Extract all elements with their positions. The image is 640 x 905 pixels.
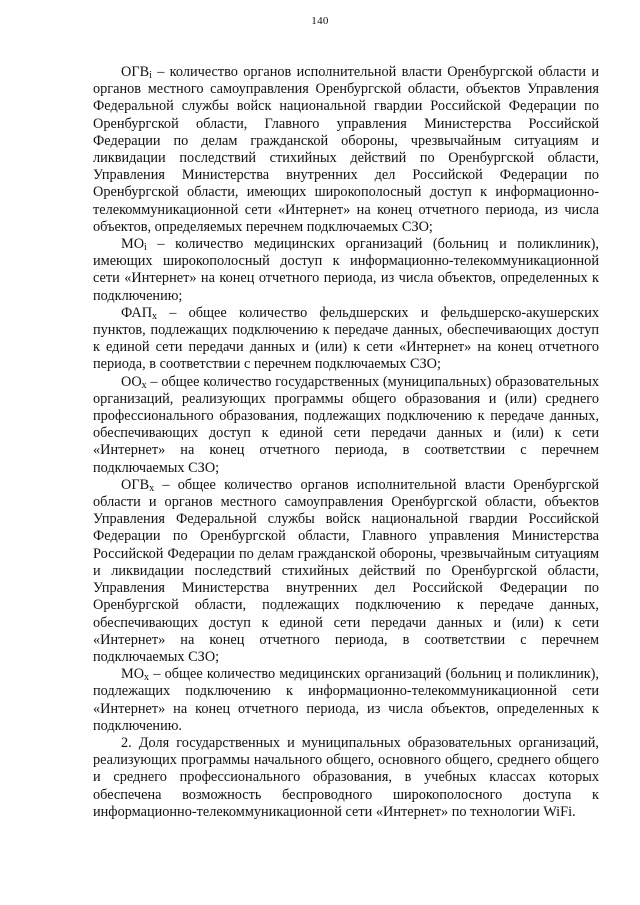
symbol: ОГВ bbox=[121, 64, 150, 80]
paragraph-ogv-x bbox=[93, 477, 599, 666]
symbol-subscript: x bbox=[149, 482, 155, 494]
symbol: МО bbox=[121, 666, 145, 683]
symbol: МО bbox=[121, 236, 145, 253]
definition-text: – общее количество медицинских организаций (больниц и поликлиник), подлежащих подключению к информационно-телекоммуникационной сети «Интернет» на конец отчетного периода, из числа объектов, определенных к подключению. bbox=[93, 666, 599, 734]
paragraph-oo-x bbox=[93, 374, 599, 477]
symbol-subscript: x bbox=[144, 672, 150, 684]
symbol: ОО bbox=[121, 373, 142, 390]
page-number: 140 bbox=[311, 15, 329, 27]
definition-text: – количество медицинских организаций (больниц и поликлиник), имеющих широкополосный доступ к информационно-телекоммуникационной сети «Интернет» на конец отчетного периода, из числа объектов, определенных к подключению; bbox=[93, 236, 599, 304]
symbol-subscript: x bbox=[152, 310, 158, 322]
definition-text: – общее количество органов исполнительной власти Оренбургской области и органов местного самоуправления Оренбургской области, объектов Управления Федеральной службы войск национальной гвардии Российской Федерации по Оренбургской области, Главного управления Министерства Российской Федерации по делам гражданской обороны, чрезвычайным ситуациям и ликвидации последствий стихийных действий по Оренбургской области, Управления Министерства внутренних дел Российской Федерации по Оренбургской области, подлежащих подключению к передаче данных, обеспечивающих доступ к единой сети передачи данных и (или) к сети «Интернет» на конец отчетного периода, в соответствии с перечнем подключаемых СЗО; bbox=[93, 476, 599, 665]
paragraph-mo-i bbox=[93, 236, 599, 305]
paragraph-ogv-i bbox=[93, 64, 599, 236]
symbol-subscript: i bbox=[144, 242, 147, 254]
definition-text: – количество органов исполнительной власти Оренбургской области и органов местного самоуправления Оренбургской области, объектов Управления Федеральной службы войск национальной гвардии Российской Федерации по Оренбургской области, Главного управления Министерства Российской Федерации по делам гражданской обороны, чрезвычайным ситуациям и ликвидации последствий стихийных действий по Оренбургской области, Управления Министерства внутренних дел Российской Федерации по Оренбургской области, имеющих широкополосный доступ к информационно-телекоммуникационной сети «Интернет» на конец отчетного периода, из числа объектов, определяемых перечнем подключаемых СЗО; bbox=[93, 64, 599, 235]
item-text: 2. Доля государственных и муниципальных образовательных организаций, реализующих программы начального общего, основного общего, среднего общего и среднего профессионального образования, в учебных классах которых обеспечена возможность беспроводного широкополосного доступа к информационно-телекоммуникационной сети «Интернет» по технологии WiFi. bbox=[93, 734, 599, 820]
symbol-subscript: x bbox=[141, 379, 147, 391]
symbol-subscript: i bbox=[149, 70, 152, 81]
definition-text: – общее количество фельдшерских и фельдшерско-акушерских пунктов, подлежащих подключению к передаче данных, обеспечивающих доступ к единой сети передачи данных и (или) к сети «Интернет» на конец отчетного периода, в соответствии с перечнем подключаемых СЗО; bbox=[93, 304, 599, 373]
symbol: ФАП bbox=[121, 304, 153, 321]
symbol: ОГВ bbox=[121, 476, 150, 493]
paragraph-item-2 bbox=[93, 735, 599, 821]
paragraph-mo-x bbox=[93, 666, 599, 735]
definition-text: – общее количество государственных (муниципальных) образовательных организаций, реализующих программы общего образования и (или) среднего профессионального образования, подлежащих подключению к передаче данных, обеспечивающих доступ к единой сети передачи данных и (или) к сети «Интернет» на конец отчетного периода, в соответствии с перечнем подключаемых СЗО; bbox=[93, 373, 599, 476]
document-body bbox=[93, 64, 599, 821]
paragraph-fap-x bbox=[93, 305, 599, 374]
